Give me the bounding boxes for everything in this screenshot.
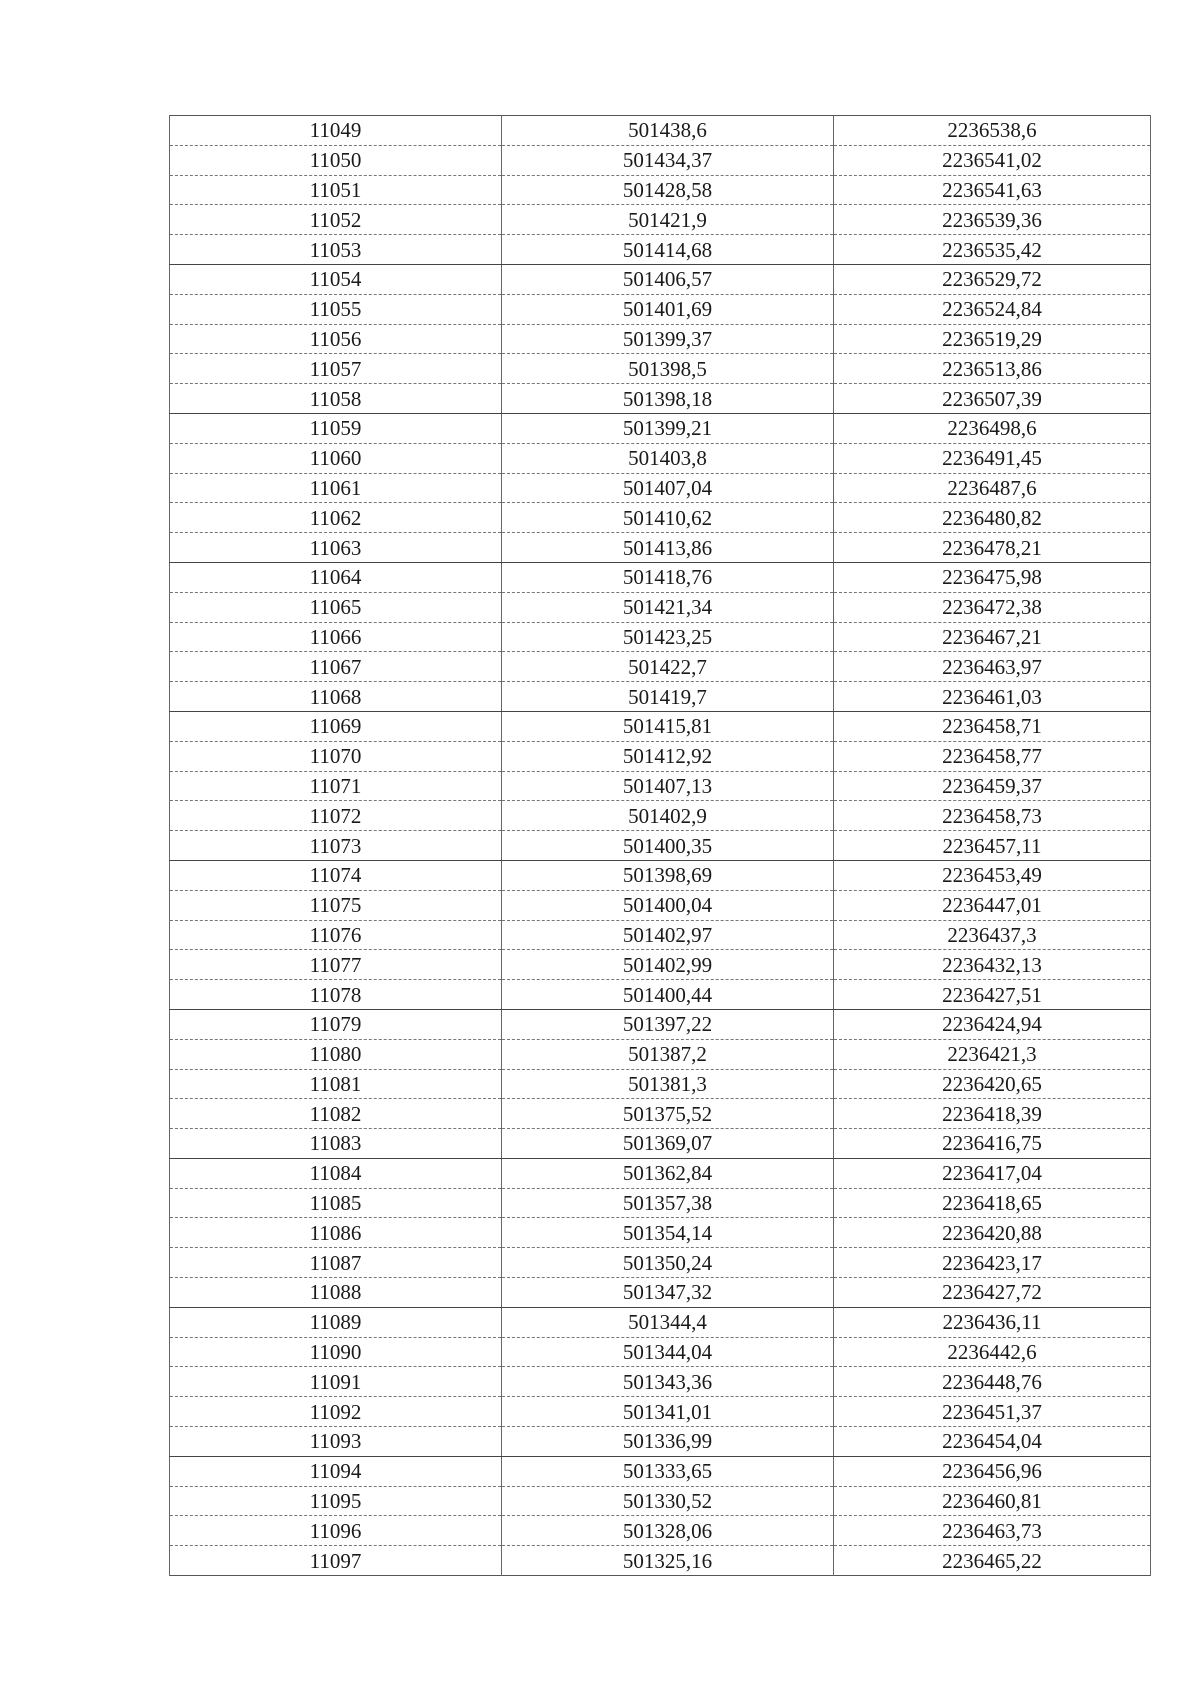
x-coordinate-cell: 501343,36 [502,1367,834,1397]
point-number-cell: 11092 [170,1397,502,1427]
y-coordinate-cell: 2236442,6 [834,1337,1151,1367]
y-coordinate-cell: 2236463,73 [834,1516,1151,1546]
point-number-cell: 11051 [170,175,502,205]
table-row [170,1367,1151,1397]
y-coordinate-cell: 2236453,49 [834,860,1151,890]
point-number-cell: 11094 [170,1456,502,1486]
x-coordinate-cell: 501428,58 [502,175,834,205]
coordinates-table-body [170,116,1151,1576]
y-coordinate-cell: 2236417,04 [834,1158,1151,1188]
x-coordinate-cell: 501402,97 [502,920,834,950]
table-row [170,443,1151,473]
table-row [170,1278,1151,1308]
table-row [170,1039,1151,1069]
y-coordinate-cell: 2236487,6 [834,473,1151,503]
y-coordinate-cell: 2236421,3 [834,1039,1151,1069]
point-number-cell: 11085 [170,1188,502,1218]
x-coordinate-cell: 501399,21 [502,413,834,443]
table-row [170,652,1151,682]
x-coordinate-cell: 501413,86 [502,533,834,563]
y-coordinate-cell: 2236458,73 [834,801,1151,831]
point-number-cell: 11067 [170,652,502,682]
y-coordinate-cell: 2236423,17 [834,1248,1151,1278]
x-coordinate-cell: 501362,84 [502,1158,834,1188]
table-row [170,1218,1151,1248]
y-coordinate-cell: 2236461,03 [834,682,1151,712]
y-coordinate-cell: 2236456,96 [834,1456,1151,1486]
x-coordinate-cell: 501421,34 [502,592,834,622]
point-number-cell: 11086 [170,1218,502,1248]
table-row [170,1129,1151,1159]
point-number-cell: 11058 [170,384,502,414]
table-row [170,533,1151,563]
point-number-cell: 11066 [170,622,502,652]
point-number-cell: 11060 [170,443,502,473]
x-coordinate-cell: 501397,22 [502,1009,834,1039]
point-number-cell: 11079 [170,1009,502,1039]
y-coordinate-cell: 2236432,13 [834,950,1151,980]
x-coordinate-cell: 501434,37 [502,145,834,175]
table-row [170,711,1151,741]
table-row [170,205,1151,235]
y-coordinate-cell: 2236457,11 [834,831,1151,861]
y-coordinate-cell: 2236436,11 [834,1307,1151,1337]
y-coordinate-cell: 2236458,71 [834,711,1151,741]
y-coordinate-cell: 2236416,75 [834,1129,1151,1159]
table-row [170,1248,1151,1278]
table-row [170,1486,1151,1516]
y-coordinate-cell: 2236427,72 [834,1278,1151,1308]
table-row [170,920,1151,950]
point-number-cell: 11096 [170,1516,502,1546]
x-coordinate-cell: 501344,4 [502,1307,834,1337]
table-row [170,890,1151,920]
y-coordinate-cell: 2236451,37 [834,1397,1151,1427]
point-number-cell: 11049 [170,116,502,146]
point-number-cell: 11064 [170,562,502,592]
table-row [170,264,1151,294]
x-coordinate-cell: 501330,52 [502,1486,834,1516]
table-row [170,1099,1151,1129]
x-coordinate-cell: 501325,16 [502,1546,834,1576]
y-coordinate-cell: 2236427,51 [834,980,1151,1010]
table-row [170,324,1151,354]
x-coordinate-cell: 501414,68 [502,235,834,265]
table-row [170,1307,1151,1337]
x-coordinate-cell: 501438,6 [502,116,834,146]
point-number-cell: 11093 [170,1427,502,1457]
y-coordinate-cell: 2236459,37 [834,771,1151,801]
x-coordinate-cell: 501407,04 [502,473,834,503]
table-row [170,771,1151,801]
x-coordinate-cell: 501406,57 [502,264,834,294]
table-row [170,145,1151,175]
table-row [170,741,1151,771]
y-coordinate-cell: 2236467,21 [834,622,1151,652]
y-coordinate-cell: 2236458,77 [834,741,1151,771]
x-coordinate-cell: 501402,9 [502,801,834,831]
point-number-cell: 11075 [170,890,502,920]
point-number-cell: 11089 [170,1307,502,1337]
table-row [170,1069,1151,1099]
point-number-cell: 11061 [170,473,502,503]
y-coordinate-cell: 2236478,21 [834,533,1151,563]
point-number-cell: 11081 [170,1069,502,1099]
table-row [170,503,1151,533]
point-number-cell: 11088 [170,1278,502,1308]
y-coordinate-cell: 2236465,22 [834,1546,1151,1576]
x-coordinate-cell: 501400,44 [502,980,834,1010]
x-coordinate-cell: 501407,13 [502,771,834,801]
table-row [170,354,1151,384]
x-coordinate-cell: 501401,69 [502,294,834,324]
point-number-cell: 11077 [170,950,502,980]
table-row [170,622,1151,652]
y-coordinate-cell: 2236447,01 [834,890,1151,920]
x-coordinate-cell: 501423,25 [502,622,834,652]
table-row [170,831,1151,861]
y-coordinate-cell: 2236498,6 [834,413,1151,443]
point-number-cell: 11080 [170,1039,502,1069]
table-row [170,1337,1151,1367]
x-coordinate-cell: 501387,2 [502,1039,834,1069]
point-number-cell: 11052 [170,205,502,235]
y-coordinate-cell: 2236437,3 [834,920,1151,950]
y-coordinate-cell: 2236460,81 [834,1486,1151,1516]
y-coordinate-cell: 2236448,76 [834,1367,1151,1397]
point-number-cell: 11083 [170,1129,502,1159]
x-coordinate-cell: 501412,92 [502,741,834,771]
point-number-cell: 11095 [170,1486,502,1516]
table-row [170,384,1151,414]
table-row [170,950,1151,980]
point-number-cell: 11082 [170,1099,502,1129]
point-number-cell: 11053 [170,235,502,265]
x-coordinate-cell: 501344,04 [502,1337,834,1367]
x-coordinate-cell: 501369,07 [502,1129,834,1159]
table-row [170,860,1151,890]
y-coordinate-cell: 2236538,6 [834,116,1151,146]
y-coordinate-cell: 2236480,82 [834,503,1151,533]
x-coordinate-cell: 501421,9 [502,205,834,235]
table-row [170,294,1151,324]
point-number-cell: 11054 [170,264,502,294]
point-number-cell: 11069 [170,711,502,741]
x-coordinate-cell: 501399,37 [502,324,834,354]
y-coordinate-cell: 2236420,65 [834,1069,1151,1099]
x-coordinate-cell: 501415,81 [502,711,834,741]
y-coordinate-cell: 2236519,29 [834,324,1151,354]
point-number-cell: 11072 [170,801,502,831]
point-number-cell: 11063 [170,533,502,563]
point-number-cell: 11078 [170,980,502,1010]
y-coordinate-cell: 2236418,39 [834,1099,1151,1129]
y-coordinate-cell: 2236541,63 [834,175,1151,205]
table-row [170,1516,1151,1546]
coordinates-table [169,115,1151,1576]
table-row [170,473,1151,503]
y-coordinate-cell: 2236491,45 [834,443,1151,473]
table-row [170,1188,1151,1218]
table-row [170,1009,1151,1039]
y-coordinate-cell: 2236524,84 [834,294,1151,324]
point-number-cell: 11071 [170,771,502,801]
y-coordinate-cell: 2236418,65 [834,1188,1151,1218]
x-coordinate-cell: 501333,65 [502,1456,834,1486]
y-coordinate-cell: 2236507,39 [834,384,1151,414]
x-coordinate-cell: 501400,35 [502,831,834,861]
point-number-cell: 11059 [170,413,502,443]
x-coordinate-cell: 501403,8 [502,443,834,473]
x-coordinate-cell: 501336,99 [502,1427,834,1457]
point-number-cell: 11091 [170,1367,502,1397]
point-number-cell: 11062 [170,503,502,533]
y-coordinate-cell: 2236454,04 [834,1427,1151,1457]
point-number-cell: 11050 [170,145,502,175]
x-coordinate-cell: 501347,32 [502,1278,834,1308]
y-coordinate-cell: 2236475,98 [834,562,1151,592]
table-row [170,116,1151,146]
table-row [170,980,1151,1010]
table-row [170,175,1151,205]
x-coordinate-cell: 501354,14 [502,1218,834,1248]
table-row [170,413,1151,443]
point-number-cell: 11055 [170,294,502,324]
x-coordinate-cell: 501398,5 [502,354,834,384]
table-row [170,592,1151,622]
point-number-cell: 11087 [170,1248,502,1278]
y-coordinate-cell: 2236424,94 [834,1009,1151,1039]
x-coordinate-cell: 501381,3 [502,1069,834,1099]
point-number-cell: 11056 [170,324,502,354]
x-coordinate-cell: 501398,18 [502,384,834,414]
table-row [170,1546,1151,1576]
x-coordinate-cell: 501410,62 [502,503,834,533]
x-coordinate-cell: 501375,52 [502,1099,834,1129]
x-coordinate-cell: 501398,69 [502,860,834,890]
table-row [170,1397,1151,1427]
table-row [170,1456,1151,1486]
y-coordinate-cell: 2236420,88 [834,1218,1151,1248]
x-coordinate-cell: 501341,01 [502,1397,834,1427]
x-coordinate-cell: 501418,76 [502,562,834,592]
table-row [170,1427,1151,1457]
y-coordinate-cell: 2236541,02 [834,145,1151,175]
y-coordinate-cell: 2236463,97 [834,652,1151,682]
y-coordinate-cell: 2236529,72 [834,264,1151,294]
y-coordinate-cell: 2236513,86 [834,354,1151,384]
point-number-cell: 11097 [170,1546,502,1576]
point-number-cell: 11084 [170,1158,502,1188]
point-number-cell: 11070 [170,741,502,771]
x-coordinate-cell: 501400,04 [502,890,834,920]
table-row [170,1158,1151,1188]
point-number-cell: 11090 [170,1337,502,1367]
y-coordinate-cell: 2236539,36 [834,205,1151,235]
point-number-cell: 11065 [170,592,502,622]
x-coordinate-cell: 501419,7 [502,682,834,712]
point-number-cell: 11074 [170,860,502,890]
x-coordinate-cell: 501422,7 [502,652,834,682]
table-row [170,235,1151,265]
point-number-cell: 11057 [170,354,502,384]
table-row [170,682,1151,712]
y-coordinate-cell: 2236472,38 [834,592,1151,622]
x-coordinate-cell: 501357,38 [502,1188,834,1218]
y-coordinate-cell: 2236535,42 [834,235,1151,265]
x-coordinate-cell: 501328,06 [502,1516,834,1546]
x-coordinate-cell: 501350,24 [502,1248,834,1278]
table-row [170,562,1151,592]
point-number-cell: 11068 [170,682,502,712]
point-number-cell: 11073 [170,831,502,861]
point-number-cell: 11076 [170,920,502,950]
x-coordinate-cell: 501402,99 [502,950,834,980]
table-row [170,801,1151,831]
